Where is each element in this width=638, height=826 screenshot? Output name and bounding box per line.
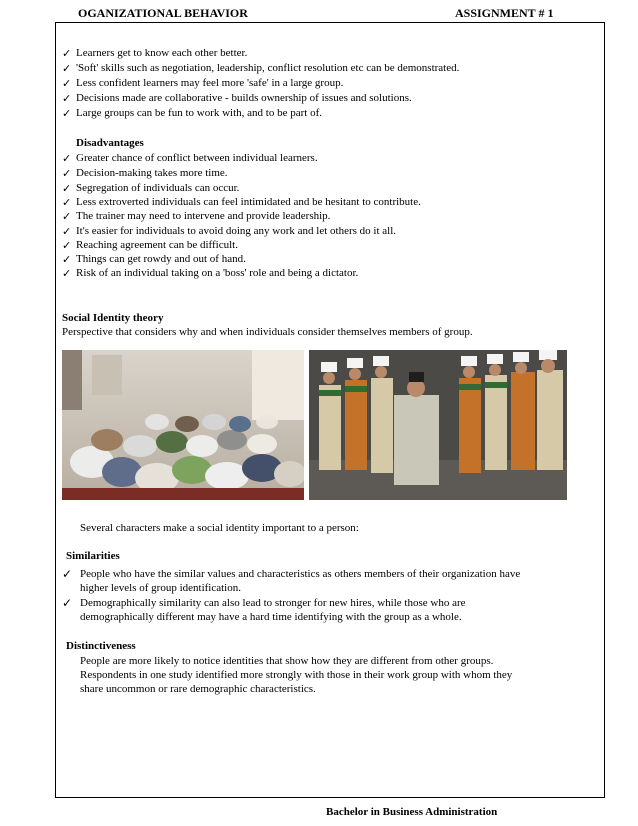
list-item: Less confident learners may feel more 'safe' in a large group. xyxy=(76,77,344,89)
list-item: Decisions made are collaborative - builds ownership of issues and solutions. xyxy=(76,92,412,104)
list-item: Risk of an individual taking on a 'boss' role and being a dictator. xyxy=(76,267,359,279)
social-identity-text: Perspective that considers why and when individuals consider themselves members of group. xyxy=(62,326,473,338)
similarities-item-2-line-2: demographically different may have a hard time identifying with the group as a whole. xyxy=(80,611,462,623)
checkmark-icon: ✓ xyxy=(62,197,72,209)
list-item: Reaching agreement can be difficult. xyxy=(76,239,238,251)
header-course-title: OGANIZATIONAL BEHAVIOR xyxy=(78,6,248,20)
checkmark-icon: ✓ xyxy=(62,48,72,60)
similarities-heading: Similarities xyxy=(66,550,120,562)
list-item: Things can get rowdy and out of hand. xyxy=(76,253,246,265)
social-identity-heading: Social Identity theory xyxy=(62,312,164,324)
checkmark-icon: ✓ xyxy=(62,63,72,75)
list-item: Segregation of individuals can occur. xyxy=(76,182,240,194)
disadvantages-heading: Disadvantages xyxy=(76,137,144,149)
similarities-item-2-line-1: Demographically similarity can also lead to stronger for new hires, while those who are xyxy=(80,597,466,609)
distinctiveness-line-3: share uncommon or rare demographic characteristics. xyxy=(80,683,316,695)
checkmark-icon: ✓ xyxy=(62,78,72,90)
checkmark-icon: ✓ xyxy=(62,168,72,180)
footer-program: Bachelor in Business Administration xyxy=(326,806,498,818)
list-item: It's easier for individuals to avoid doing any work and let others do it all. xyxy=(76,225,396,237)
list-item: Greater chance of conflict between individual learners. xyxy=(76,152,318,164)
checkmark-icon: ✓ xyxy=(62,226,72,238)
list-item: 'Soft' skills such as negotiation, leadership, conflict resolution etc can be demonstrated. xyxy=(76,62,460,74)
similarities-item-1-line-2: higher levels of group identification. xyxy=(80,582,241,594)
distinctiveness-heading: Distinctiveness xyxy=(66,640,136,652)
checkmark-icon: ✓ xyxy=(62,268,72,280)
list-item: Learners get to know each other better. xyxy=(76,47,248,59)
intro-sentence: Several characters make a social identity important to a person: xyxy=(80,522,359,534)
marching-soldiers-photo xyxy=(309,350,567,500)
checkmark-icon: ✓ xyxy=(62,211,72,223)
checkmark-icon: ✓ xyxy=(62,567,73,581)
distinctiveness-line-2: Respondents in one study identified more strongly with those in their work group with whom they xyxy=(80,669,513,681)
checkmark-icon: ✓ xyxy=(62,183,72,195)
list-item: Decision-making takes more time. xyxy=(76,167,228,179)
distinctiveness-line-1: People are more likely to notice identities that show how they are different from other groups. xyxy=(80,655,494,667)
checkmark-icon: ✓ xyxy=(62,240,72,252)
similarities-item-1-line-1: People who have the similar values and characteristics as others members of their organization have xyxy=(80,568,521,580)
list-item: Less extroverted individuals can feel intimidated and be hesitant to contribute. xyxy=(76,196,421,208)
list-item: The trainer may need to intervene and provide leadership. xyxy=(76,210,331,222)
prayer-group-photo xyxy=(62,350,304,500)
checkmark-icon: ✓ xyxy=(62,153,72,165)
checkmark-icon: ✓ xyxy=(62,254,72,266)
checkmark-icon: ✓ xyxy=(62,93,72,105)
header-assignment-number: ASSIGNMENT # 1 xyxy=(455,6,554,20)
list-item: Large groups can be fun to work with, and to be part of. xyxy=(76,107,323,119)
checkmark-icon: ✓ xyxy=(62,596,73,610)
checkmark-icon: ✓ xyxy=(62,108,72,120)
